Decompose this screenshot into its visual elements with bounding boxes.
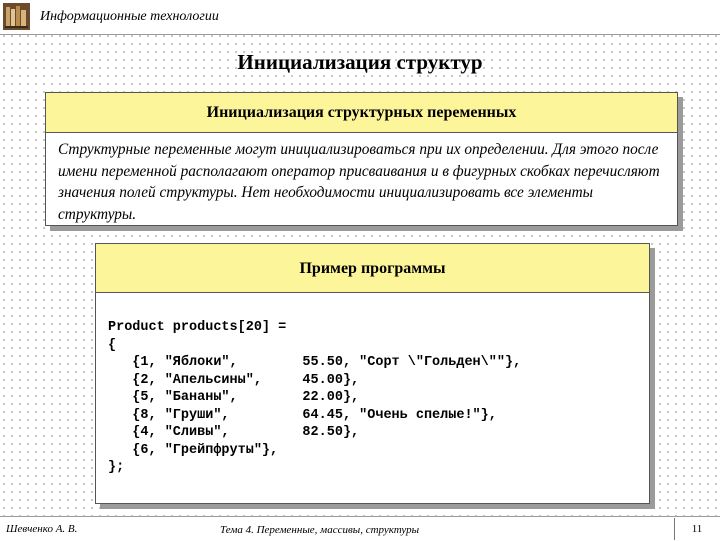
definition-heading: Инициализация структурных переменных (45, 92, 678, 132)
definition-text: Структурные переменные могут инициализироваться при их определении. Для этого после имени переменной располагают оператор присваивания и в фигурных скобках перечисляют значения полей структуры. Нет необходимости инициализировать все элементы структуры. (45, 132, 678, 226)
books-icon (3, 3, 30, 30)
code-line: {8, "Груши", 64.45, "Очень спелые!"}, (108, 407, 497, 423)
page-number: 11 (674, 518, 719, 540)
slide-title: Инициализация структур (237, 50, 483, 74)
code-line: {5, "Бананы", 22.00}, (108, 390, 360, 405)
code-line: Product products[20] = (108, 320, 287, 335)
code-line: {6, "Грейпфруты"}, (108, 442, 279, 458)
definition-panel (45, 92, 678, 226)
code-line: {2, "Апельсины", 45.00}, (108, 372, 360, 388)
footer-topic: Тема 4. Переменные, массивы, структуры (220, 524, 420, 536)
course-title: Информационные технологии (40, 9, 219, 24)
code-line: {1, "Яблоки", 55.50, "Сорт \"Гольден\""}, (108, 355, 522, 370)
code-line: }; (108, 460, 125, 475)
example-panel (95, 243, 650, 504)
footer-author: Шевченко А. В. (6, 523, 78, 535)
example-heading: Пример программы (95, 243, 650, 292)
code-line: {4, "Сливы", 82.50}, (108, 425, 360, 440)
code-block (95, 292, 650, 504)
code-line: { (108, 337, 117, 353)
footer-bar (0, 516, 720, 541)
header-bar (0, 0, 720, 35)
